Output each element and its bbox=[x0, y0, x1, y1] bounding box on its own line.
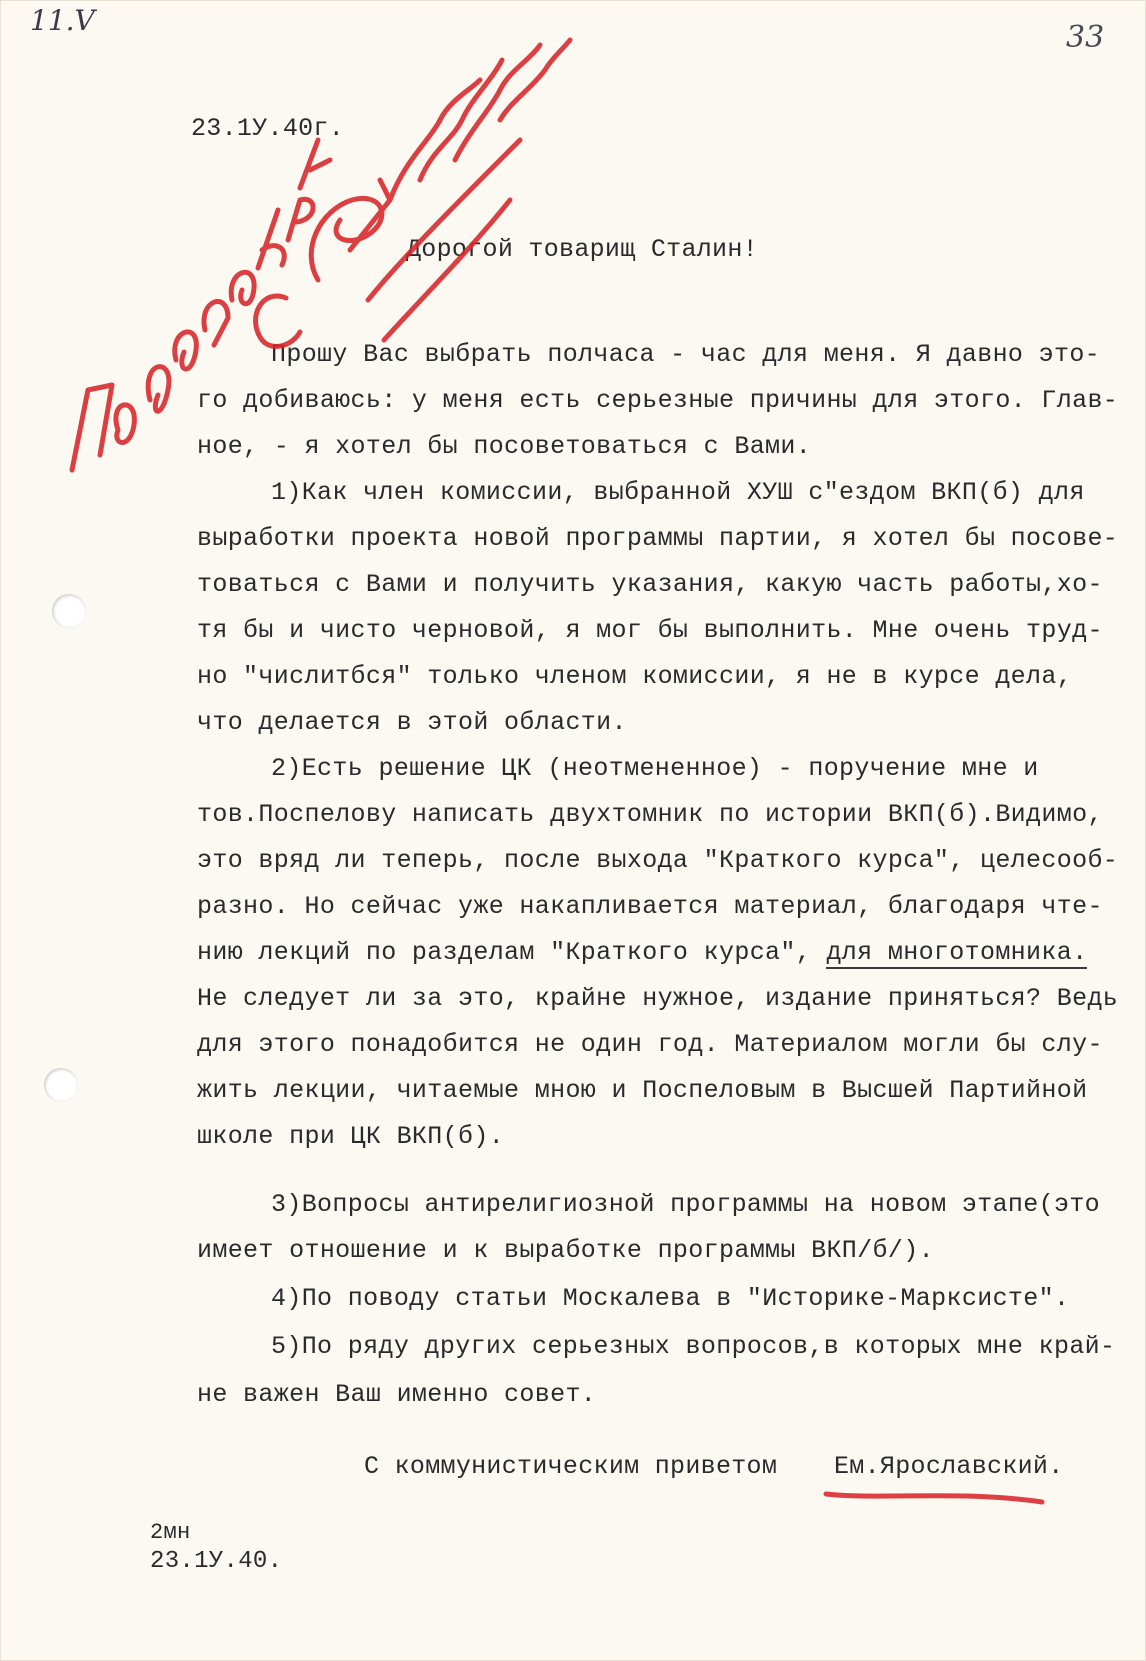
punch-hole bbox=[52, 594, 86, 628]
punch-hole bbox=[44, 1068, 78, 1102]
body-line: для этого понадобится не один год. Материалом могли бы слу- bbox=[197, 1030, 1103, 1059]
body-line: 1)Как член комиссии, выбранной ХУШ с"ездом ВКП(б) для bbox=[271, 478, 1085, 507]
body-line: жить лекции, читаемые мною и Поспеловым в Высшей Партийной bbox=[197, 1076, 1088, 1105]
closing-line: С коммунистическим приветом bbox=[364, 1452, 778, 1481]
body-line: Прошу Вас выбрать полчаса - час для меня. Я давно это- bbox=[271, 340, 1101, 369]
body-line: тов.Поспелову написать двухтомник по истории ВКП(б).Видимо, bbox=[197, 800, 1103, 829]
underlined-phrase: для многотомника. bbox=[826, 938, 1088, 967]
salutation: Дорогой товарищ Сталин! bbox=[406, 235, 758, 264]
body-line-with-underline bbox=[197, 938, 1087, 967]
body-line: разно. Но сейчас уже накапливается материал, благодаря чте- bbox=[197, 892, 1103, 921]
body-line: 4)По поводу статьи Москалева в "Историке-Марксисте". bbox=[271, 1284, 1070, 1313]
body-line: Не следует ли за это, крайне нужное, издание приняться? Ведь bbox=[197, 984, 1119, 1013]
body-line-text: нию лекций по разделам "Краткого курса", bbox=[197, 938, 827, 967]
footer-code: 2мн bbox=[150, 1520, 191, 1545]
signature: Ем.Ярославский. bbox=[834, 1452, 1064, 1481]
body-line: тя бы и чисто черновой, я мог бы выполнить. Мне очень труд- bbox=[197, 616, 1103, 645]
body-line: но "числитбся" только членом комиссии, я не в курсе дела, bbox=[197, 662, 1073, 691]
body-line: ное, - я хотел бы посоветоваться с Вами. bbox=[197, 432, 812, 461]
body-line: товаться с Вами и получить указания, какую часть работы,хо- bbox=[197, 570, 1103, 599]
body-line: 3)Вопросы антирелигиозной программы на новом этапе(это bbox=[271, 1190, 1101, 1219]
body-line: что делается в этой области. bbox=[197, 708, 627, 737]
body-line: го добиваюсь: у меня есть серьезные причины для этого. Глав- bbox=[197, 386, 1119, 415]
archive-corner-note: 11.V bbox=[30, 4, 95, 37]
body-line: не важен Ваш именно совет. bbox=[197, 1380, 597, 1409]
body-line: 5)По ряду других серьезных вопросов,в которых мне край- bbox=[271, 1332, 1116, 1361]
body-line: это вряд ли теперь, после выхода "Краткого курса", целесооб- bbox=[197, 846, 1119, 875]
body-line: школе при ЦК ВКП(б). bbox=[197, 1122, 505, 1151]
letter-date: 23.1У.40г. bbox=[191, 114, 345, 143]
footer-date: 23.1У.40. bbox=[150, 1548, 283, 1575]
folio-number: 33 bbox=[1066, 20, 1105, 55]
body-line: 2)Есть решение ЦК (неотмененное) - поручение мне и bbox=[271, 754, 1039, 783]
body-line: имеет отношение и к выработке программы ВКП/б/). bbox=[197, 1236, 934, 1265]
body-line: выработки проекта новой программы партии, я хотел бы посове- bbox=[197, 524, 1119, 553]
